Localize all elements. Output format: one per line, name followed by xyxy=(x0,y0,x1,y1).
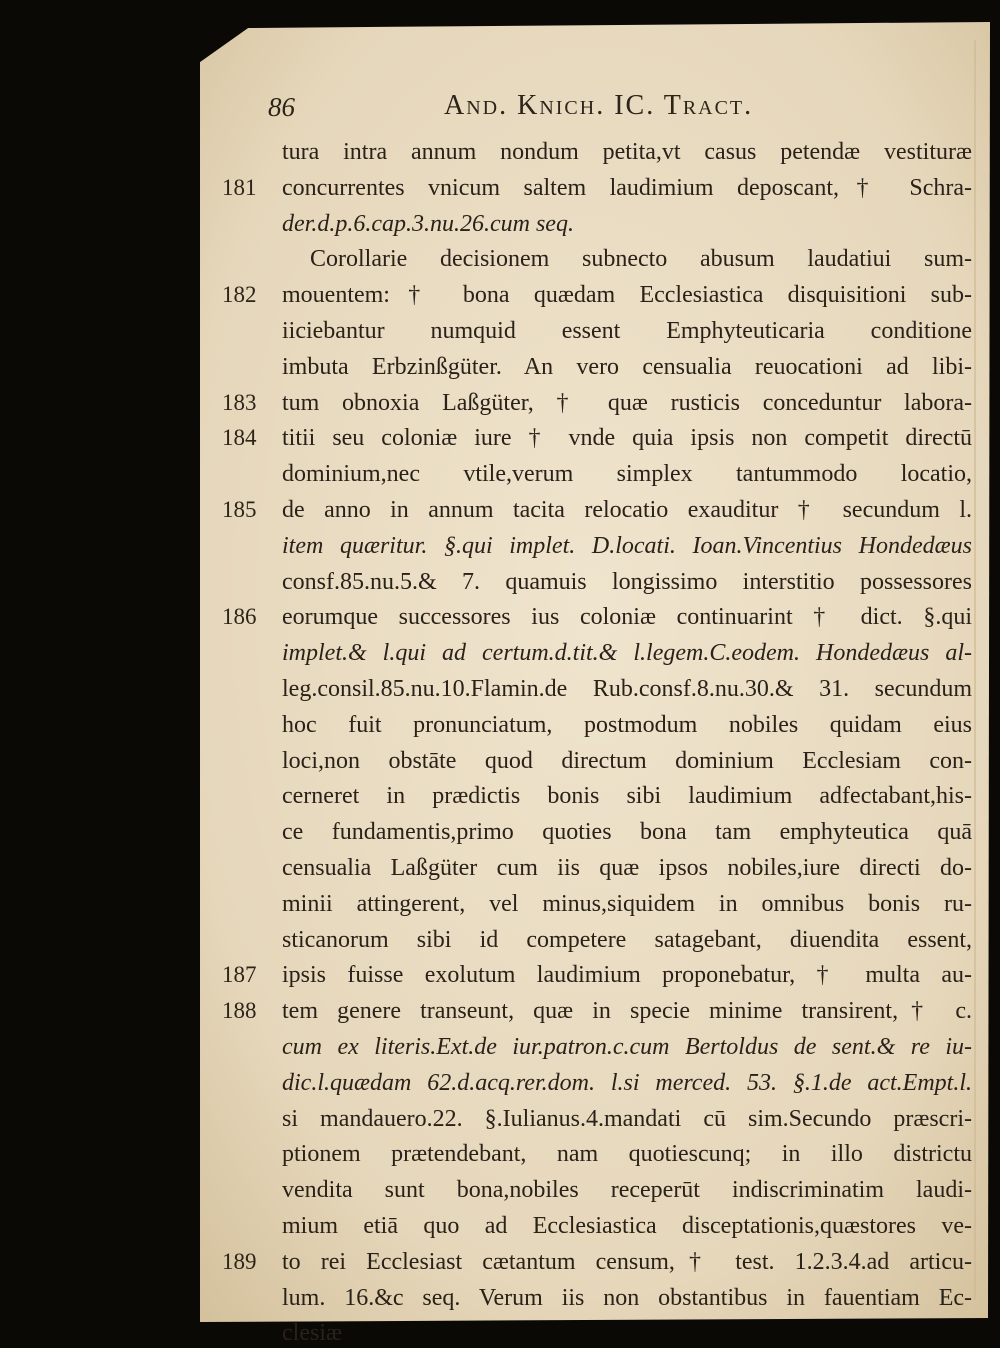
text-line: iiciebantur numquid essent Emphyteuticaria conditione xyxy=(282,318,972,344)
margin-number: 186 xyxy=(222,604,257,630)
text-line: mium etiā quo ad Ecclesiastica disceptationis,quæstores ve- xyxy=(282,1213,972,1239)
text-line: censualia Laßgüter cum iis quæ ipsos nobiles,iure directi do- xyxy=(282,855,972,881)
text-line: consf.85.nu.5.& 7. quamuis longissimo interstitio possessores xyxy=(282,568,972,595)
text-line: si mandauero.22. §.Iulianus.4.mandati cū sim.Secundo præscri- xyxy=(282,1105,972,1132)
running-head: And. Knich. IC. Tract. xyxy=(444,90,754,121)
text-line: dic.l.quædam 62.d.acq.rer.dom. l.si merced. 53. §.1.de act.Empt.l. xyxy=(282,1069,972,1096)
text-line: de anno in annum tacita relocatio exauditur † secundum l. xyxy=(282,497,972,523)
text-line: ipsis fuisse exolutum laudimium proponebatur, † multa au- xyxy=(282,962,972,989)
text-line: cum ex literis.Ext.de iur.patron.c.cum Bertoldus de sent.& re iu- xyxy=(282,1034,972,1060)
text-line: cerneret in prædictis bonis sibi laudimium adfectabant,his- xyxy=(282,783,972,810)
text-line: tum obnoxia Laßgüter, † quæ rusticis conceduntur labora- xyxy=(282,389,972,416)
margin-number: 183 xyxy=(222,389,257,415)
text-line: tem genere transeunt, quæ in specie minime transirent,† c. xyxy=(282,998,972,1025)
text-line: mouentem:† bona quædam Ecclesiastica disquisitioni sub- xyxy=(282,282,972,309)
margin-number: 182 xyxy=(222,282,257,308)
text-line: concurrentes vnicum saltem laudimium deposcant,† Schra- xyxy=(282,174,972,201)
text-line: loci,non obstāte quod directum dominium Ecclesiam con- xyxy=(282,747,972,774)
text-line: ce fundamentis,primo quoties bona tam emphyteutica quā xyxy=(282,819,972,846)
text-line: eorumque successores ius coloniæ continuarint † dict. §.qui xyxy=(282,604,972,631)
margin-number: 187 xyxy=(222,962,257,988)
text-line: clesiæ xyxy=(282,1320,342,1347)
text-line: dominium,nec vtile,verum simplex tantummodo locatio, xyxy=(282,461,972,488)
text-line: tura intra annum nondum petita,vt casus petendæ vestituræ xyxy=(282,139,972,165)
text-line: sticanorum sibi id competere satagebant, diuendita essent, xyxy=(282,926,972,953)
text-line: implet.& l.qui ad certum.d.tit.& l.legem.C.eodem. Hondedæus al- xyxy=(282,640,972,667)
text-line: der.d.p.6.cap.3.nu.26.cum seq. xyxy=(282,210,574,237)
text-line: leg.consil.85.nu.10.Flamin.de Rub.consf.8.nu.30.& 31. secundum xyxy=(282,676,972,702)
text-line: minii attingerent, vel minus,siquidem in omnibus bonis ru- xyxy=(282,890,972,917)
text-line: lum. 16.&c seq. Verum iis non obstantibus in fauentiam Ec- xyxy=(282,1284,972,1311)
page-number: 86 xyxy=(268,92,295,122)
margin-number: 185 xyxy=(222,497,257,522)
text-line: vendita sunt bona,nobiles receperūt indiscriminatim laudi- xyxy=(282,1177,972,1204)
text-line: ptionem prætendebant, nam quotiescunq; in illo districtu xyxy=(282,1141,972,1168)
margin-number: 181 xyxy=(222,174,257,200)
folded-corner xyxy=(0,0,248,62)
text-line: to rei Ecclesiast cætantum censum,† test. 1.2.3.4.ad articu- xyxy=(282,1248,972,1275)
text-line: hoc fuit pronunciatum, postmodum nobiles quidam eius xyxy=(282,711,972,738)
text-line: Corollarie decisionem subnecto abusum laudatiui sum- xyxy=(310,246,972,273)
margin-number: 184 xyxy=(222,425,257,451)
text-line: titii seu coloniæ iure † vnde quia ipsis non competit directū xyxy=(282,425,972,452)
margin-number: 189 xyxy=(222,1248,257,1274)
text-line: item quæritur. §.qui implet. D.locati. Ioan.Vincentius Hondedæus xyxy=(282,532,972,559)
text-line: imbuta Erbzinßgüter. An vero censualia reuocationi ad libi- xyxy=(282,353,972,380)
margin-number: 188 xyxy=(222,998,257,1024)
